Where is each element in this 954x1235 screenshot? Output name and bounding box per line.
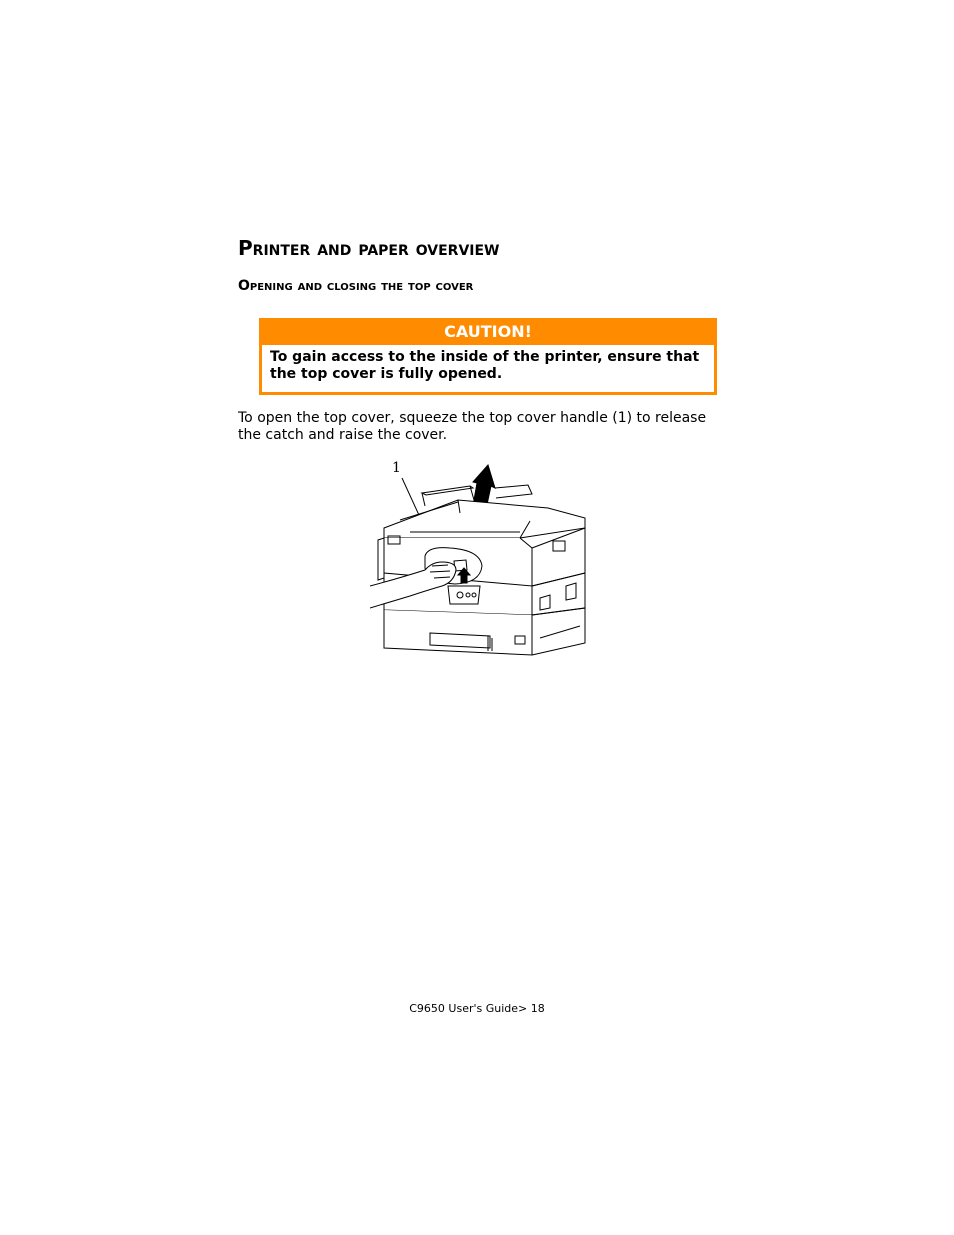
caution-title: CAUTION! bbox=[444, 322, 532, 341]
page-heading: Printer and paper overview bbox=[238, 236, 500, 260]
callout-label: 1 bbox=[392, 460, 401, 476]
caution-box bbox=[259, 318, 717, 395]
page-footer: C9650 User's Guide> 18 bbox=[409, 1002, 545, 1015]
instruction-paragraph: To open the top cover, squeeze the top cover handle (1) to release the catch and raise the cover. bbox=[238, 410, 707, 443]
printer-illustration bbox=[370, 458, 590, 663]
section-subheading: Opening and closing the top cover bbox=[238, 278, 474, 294]
caution-text: To gain access to the inside of the printer, ensure that the top cover is fully opened. bbox=[262, 345, 714, 392]
